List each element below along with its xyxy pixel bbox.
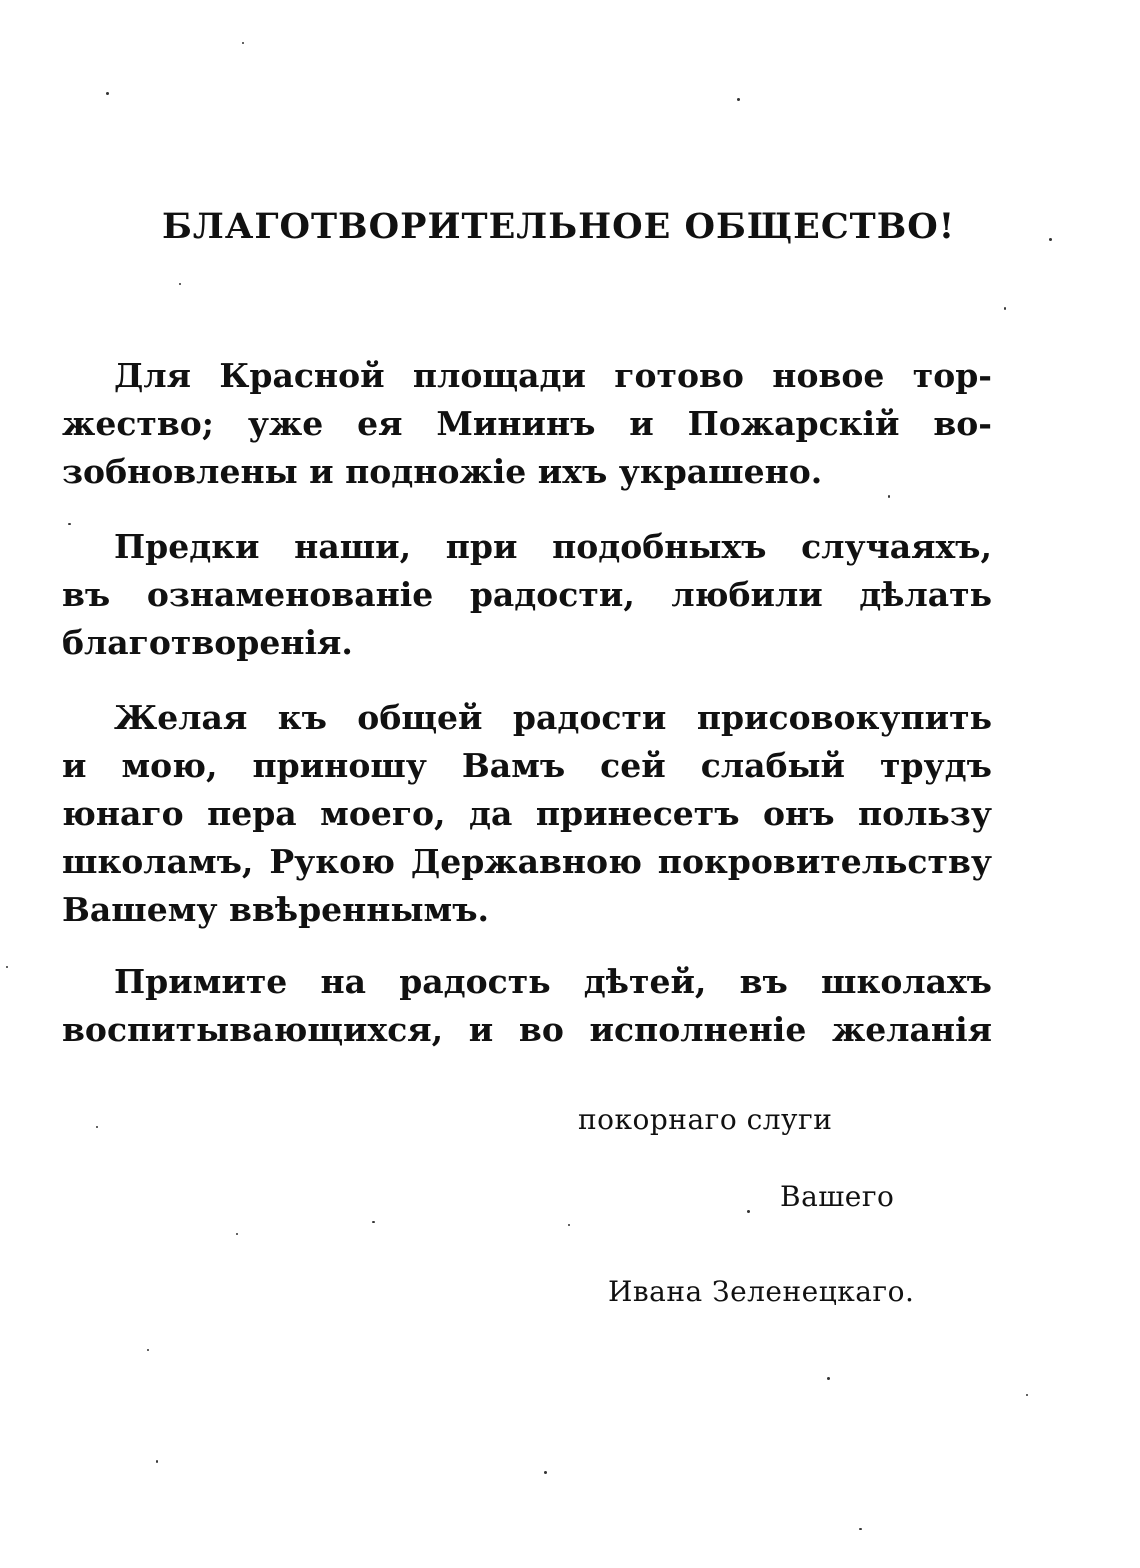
print-speck — [179, 283, 181, 285]
print-speck — [96, 1126, 98, 1128]
print-speck — [747, 1210, 750, 1213]
signature-line-2: Вашего — [780, 1180, 895, 1213]
print-speck — [888, 495, 890, 498]
print-speck — [827, 1377, 830, 1380]
print-speck — [1049, 238, 1052, 241]
paragraph-line: воспитывающихся, и во исполненіе желанія — [62, 1010, 992, 1049]
paragraph-2 — [62, 523, 992, 667]
paragraph-line: Желая къ общей радости присовокупить — [114, 698, 992, 737]
print-speck — [1026, 1394, 1028, 1396]
print-speck — [6, 966, 8, 968]
paragraph-line: въ ознаменованіе радости, любили дѣлать — [62, 575, 992, 614]
paragraph-line: Для Красной площади готово новое тор- — [114, 356, 992, 395]
print-speck — [147, 1349, 149, 1351]
paragraph-line: зобновлены и подножіе ихъ украшено. — [62, 452, 823, 491]
paragraph-line: Вашему ввѣреннымъ. — [62, 890, 490, 929]
paragraph-line: Примите на радость дѣтей, въ школахъ — [114, 962, 992, 1001]
print-speck — [242, 42, 244, 44]
print-speck — [859, 1528, 862, 1530]
paragraph-line: благотворенія. — [62, 623, 353, 662]
print-speck — [737, 98, 740, 101]
paragraph-line: Предки наши, при подобныхъ случаяхъ, — [114, 527, 992, 566]
paragraph-line: жество; уже ея Мининъ и Пожарскій во- — [62, 404, 992, 443]
paragraph-line: школамъ, Рукою Державною покровительству — [62, 842, 992, 881]
print-speck — [236, 1233, 238, 1235]
paragraph-line: и мою, приношу Вамъ сей слабый трудъ — [62, 746, 992, 785]
print-speck — [106, 92, 109, 95]
print-speck — [372, 1221, 375, 1223]
document-title: БЛАГОТВОРИТЕЛЬНОЕ ОБЩЕСТВО! — [162, 206, 956, 247]
print-speck — [1004, 307, 1006, 310]
print-speck — [68, 523, 71, 525]
signature-name: Ивана Зеленецкаго. — [608, 1275, 915, 1308]
paragraph-line: юнаго пера моего, да принесетъ онъ пользу — [62, 794, 992, 833]
signature-line-1: покорнаго слуги — [578, 1103, 833, 1136]
paragraph-4 — [62, 958, 992, 1054]
print-speck — [156, 1460, 158, 1463]
paragraph-1 — [62, 352, 992, 496]
paragraph-3 — [62, 694, 992, 934]
print-speck — [544, 1471, 547, 1474]
print-speck — [568, 1224, 570, 1226]
